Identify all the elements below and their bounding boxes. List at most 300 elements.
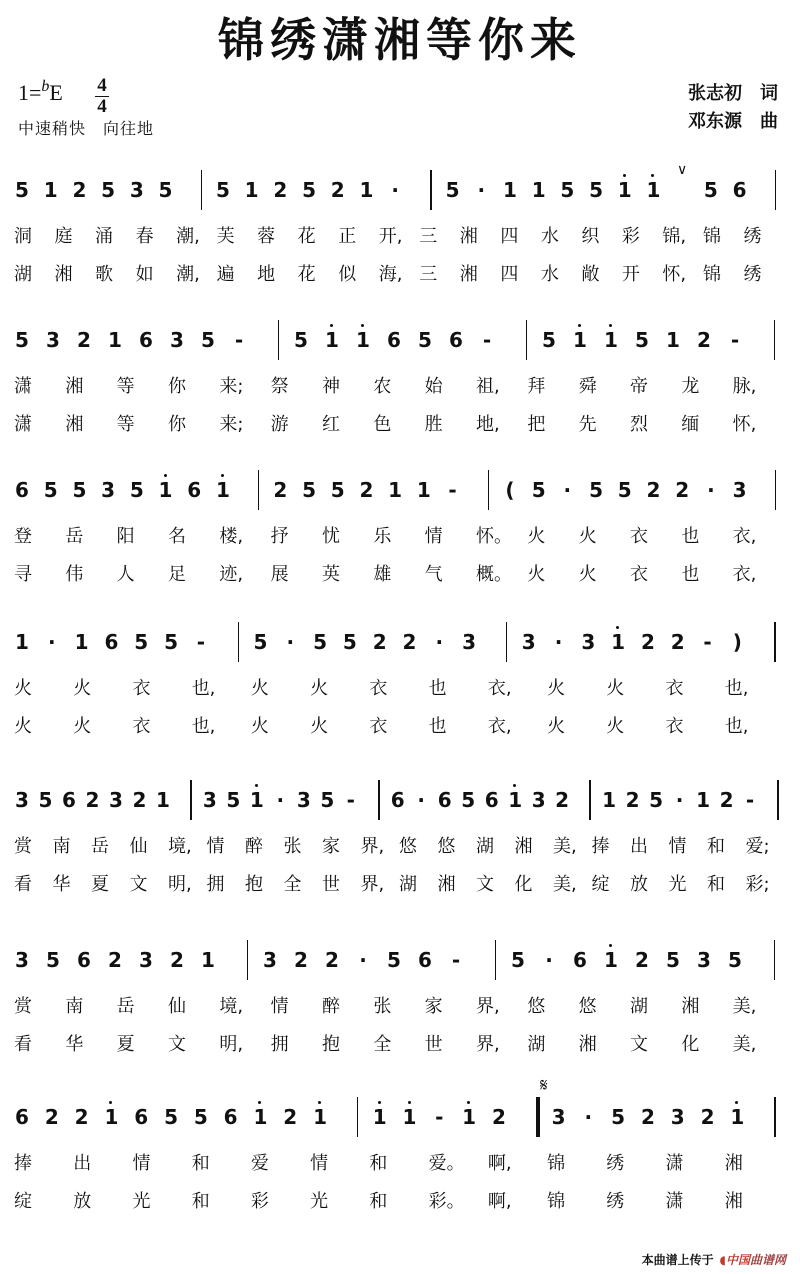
note: 2 <box>491 1105 506 1129</box>
note: 2 <box>555 788 570 812</box>
lyric-syllable: 衣 <box>665 716 684 737</box>
lyric-syllable: 岳 <box>116 996 135 1017</box>
lyric-syllable: 爱 <box>250 1153 269 1174</box>
lyric-syllable: 看 <box>14 1034 32 1055</box>
lyric-syllable: 湘 <box>578 1034 597 1055</box>
note: 5 <box>728 948 742 972</box>
note: 3 <box>170 328 184 352</box>
barline <box>378 780 380 820</box>
note: 1 <box>372 1105 388 1129</box>
lyric-syllable: 湘 <box>459 264 478 285</box>
note: 1 <box>74 630 89 654</box>
lyric-syllable: 衣, <box>487 716 512 737</box>
lyric-syllable: 衣 <box>132 678 151 699</box>
note: 5 <box>164 630 178 654</box>
lyric-syllable: 寻 <box>14 564 32 585</box>
note: 6 <box>62 788 76 812</box>
lyric-syllable: 家 <box>322 836 340 857</box>
lyricist: 张志初 词 <box>688 83 778 104</box>
lyric-syllable: 仙 <box>168 996 186 1017</box>
note: 2 <box>170 948 184 972</box>
lyric-syllable: 火 <box>606 678 625 699</box>
credits <box>688 80 778 136</box>
lyric-syllable: 等 <box>116 414 135 435</box>
lyric-syllable: 绣 <box>743 226 762 247</box>
lyric-syllable: 光 <box>132 1191 151 1212</box>
segno-sign: 𝄋 <box>540 1075 548 1096</box>
barline <box>589 780 591 820</box>
lyric-syllable: 也 <box>681 564 700 585</box>
lyric-syllable: 赏 <box>14 836 32 857</box>
note: 1 <box>355 328 371 352</box>
lyric-syllable: 文 <box>630 1034 648 1055</box>
score-system <box>0 780 800 920</box>
lyric-syllable: 火 <box>578 526 597 547</box>
lyric-syllable: 全 <box>283 874 302 895</box>
lyric-syllable: 名 <box>168 526 186 547</box>
lyric-syllable: 和 <box>369 1191 388 1212</box>
note: 3 <box>263 948 277 972</box>
barline <box>201 170 203 210</box>
note: 5 <box>387 948 401 972</box>
lyric-syllable: 四 <box>500 264 519 285</box>
note: 5 <box>635 328 649 352</box>
lyric-syllable: 湘 <box>65 414 84 435</box>
song-title: 锦绣潇湘等你来 <box>218 13 582 67</box>
note: 6 <box>449 328 463 352</box>
note: 1 <box>201 948 215 972</box>
lyric-syllable: 醉 <box>245 836 263 857</box>
note: 6 <box>484 788 499 812</box>
note: 2 <box>77 328 91 352</box>
note: 1 <box>696 788 710 812</box>
lyric-syllable: 火 <box>250 678 269 699</box>
lyric-syllable: 火 <box>547 716 566 737</box>
note: 5 <box>164 1105 178 1129</box>
lyric-syllable: 色 <box>373 414 392 435</box>
lyric-syllable: 彩。 <box>428 1191 465 1212</box>
note: 5 <box>313 630 328 654</box>
lyric-syllable: 悠 <box>399 836 417 857</box>
lyric-syllable: 地 <box>257 264 276 285</box>
lyric-syllable: 正 <box>338 226 357 247</box>
note: 6 <box>390 788 405 812</box>
lyric-syllable: 也, <box>724 716 749 737</box>
note: 5 <box>445 178 460 202</box>
lyric-syllable: 涌 <box>95 226 114 247</box>
lyric-syllable: 如 <box>135 264 154 285</box>
lyric-syllable: 祖, <box>476 376 500 397</box>
lyric-syllable: 把 <box>527 414 546 435</box>
lyric-syllable: 英 <box>322 564 340 585</box>
note: 3 <box>697 948 711 972</box>
lyric-syllable: 火 <box>14 678 32 699</box>
lyric-syllable: 夏 <box>91 874 109 895</box>
note: 3 <box>581 630 596 654</box>
lyric-syllable: 始 <box>424 376 443 397</box>
note: 1 <box>603 328 619 352</box>
lyric-syllable: 潮, <box>176 264 200 285</box>
note: 5 <box>320 788 335 812</box>
note: ( <box>505 478 515 502</box>
lyric-syllable: 胜 <box>424 414 443 435</box>
notation-line <box>0 622 800 662</box>
note: 3 <box>521 630 536 654</box>
note: 3 <box>108 788 123 812</box>
note: 5 <box>294 328 308 352</box>
note: 5 <box>589 178 604 202</box>
lyric-syllable: 地, <box>476 414 500 435</box>
notation-line <box>0 320 800 360</box>
lyric-syllable: 火 <box>250 716 269 737</box>
note: 5 <box>15 328 29 352</box>
lyric-syllable: 足 <box>168 564 186 585</box>
note: 2 <box>85 788 100 812</box>
lyric-syllable: 潇 <box>14 376 32 397</box>
lyric-syllable: 美, <box>553 874 577 895</box>
lyric-syllable: 庭 <box>54 226 73 247</box>
note: · <box>286 630 295 654</box>
barline <box>278 320 280 360</box>
lyric-syllable: 家 <box>424 996 443 1017</box>
lyric-syllable: 美, <box>553 836 577 857</box>
note: 1 <box>43 178 58 202</box>
logo-part-b: 曲谱网 <box>749 1253 786 1267</box>
note: 1 <box>359 178 374 202</box>
note: 2 <box>44 1105 59 1129</box>
note: 2 <box>697 328 711 352</box>
composer: 邓东源 曲 <box>688 111 778 132</box>
lyric-syllable: 华 <box>52 874 71 895</box>
note: 1 <box>507 788 523 812</box>
note: 5 <box>158 178 173 202</box>
lyric-syllable: 岳 <box>65 526 84 547</box>
note: 1 <box>15 630 29 654</box>
lyric-syllable: 赏 <box>14 996 32 1017</box>
lyric-syllable: 爱; <box>745 836 770 857</box>
lyric-syllable: 锦 <box>547 1191 566 1212</box>
logo-part-a: 中国 <box>725 1253 750 1267</box>
notation-line <box>0 162 800 210</box>
lyric-syllable: 也, <box>191 678 216 699</box>
note: 5 <box>302 178 316 202</box>
flat-symbol: b <box>41 78 50 95</box>
note: 1 <box>461 1105 477 1129</box>
barline <box>775 470 777 510</box>
note: 5 <box>649 788 664 812</box>
lyric-syllable: 情 <box>424 526 443 547</box>
note: 2 <box>402 630 417 654</box>
lyric-syllable: 明, <box>219 1034 244 1055</box>
lyric-syllable: 衣 <box>132 716 151 737</box>
lyric-syllable: 忧 <box>322 526 340 547</box>
note: 6 <box>573 948 587 972</box>
lyric-syllable: 概。 <box>476 564 512 585</box>
barline <box>190 780 192 820</box>
tempo-marking: 中速稍快 向往地 <box>18 119 155 138</box>
barline <box>430 170 432 210</box>
note: 1 <box>531 178 546 202</box>
note: 2 <box>640 1105 655 1129</box>
lyric-syllable: 衣, <box>487 678 512 699</box>
note: 1 <box>249 788 265 812</box>
note: 6 <box>15 478 29 502</box>
lyric-syllable: 锦 <box>547 1153 566 1174</box>
barline <box>777 780 779 820</box>
note: 5 <box>511 948 525 972</box>
lyric-syllable: 锦, <box>662 226 687 247</box>
note: - <box>435 1105 444 1129</box>
note: 2 <box>359 478 374 502</box>
time-bottom: 4 <box>97 96 107 117</box>
lyric-syllable: 和 <box>191 1191 210 1212</box>
lyric-syllable: 化 <box>514 874 533 895</box>
notation-line <box>0 940 800 980</box>
lyric-syllable: 展 <box>270 564 289 585</box>
lyric-syllable: 迹, <box>219 564 244 585</box>
note: 2 <box>640 630 655 654</box>
note: 5 <box>703 178 718 202</box>
lyric-syllable: 衣 <box>665 678 684 699</box>
key-prefix: 1= <box>18 80 42 105</box>
notation-line <box>0 1097 800 1137</box>
note: 1 <box>402 1105 418 1129</box>
note: 5 <box>253 630 268 654</box>
note: 6 <box>437 788 452 812</box>
lyric-syllable: 海, <box>378 264 403 285</box>
lyric-syllable: 界, <box>360 836 385 857</box>
lyric-syllable: 放 <box>630 874 648 895</box>
lyric-syllable: 绽 <box>14 1191 32 1212</box>
note: 5 <box>589 478 604 502</box>
note: 2 <box>330 178 345 202</box>
note: 3 <box>670 1105 685 1129</box>
lyric-syllable: 绽 <box>591 874 610 895</box>
lyric-syllable: 抒 <box>270 526 289 547</box>
lyric-syllable: 情 <box>206 836 225 857</box>
note: 5 <box>342 630 357 654</box>
lyric-syllable: 界, <box>476 996 500 1017</box>
lyric-syllable: 境, <box>219 996 244 1017</box>
note: 6 <box>418 948 432 972</box>
lyric-syllable: 界, <box>476 1034 500 1055</box>
note: 5 <box>542 328 556 352</box>
lyric-syllable: 湘 <box>65 376 84 397</box>
note: 2 <box>74 1105 89 1129</box>
note: 1 <box>312 1105 328 1129</box>
note: - <box>451 948 461 972</box>
lyric-syllable: 文 <box>129 874 148 895</box>
note: 1 <box>155 788 170 812</box>
note: 1 <box>252 1105 268 1129</box>
lyric-syllable: 悠 <box>437 836 456 857</box>
lyric-syllable: 怀。 <box>476 526 512 547</box>
lyric-syllable: 和 <box>191 1153 210 1174</box>
lyric-syllable: 衣 <box>630 564 648 585</box>
footer-credit <box>642 1251 786 1268</box>
lyric-syllable: 神 <box>322 376 340 397</box>
lyric-syllable: 彩 <box>621 226 640 247</box>
note: - <box>448 478 457 502</box>
note: 1 <box>645 178 661 202</box>
note: 5 <box>461 788 476 812</box>
lyric-syllable: 开 <box>621 264 640 285</box>
note: 3 <box>139 948 153 972</box>
lyric-syllable: 化 <box>681 1034 700 1055</box>
lyric-syllable: 三 <box>419 226 438 247</box>
notation-line <box>0 470 800 510</box>
lyric-syllable: 火 <box>73 716 92 737</box>
lyric-syllable: 敞 <box>581 264 600 285</box>
barline <box>247 940 249 980</box>
score-system <box>0 470 800 610</box>
lyric-syllable: 潮, <box>176 226 200 247</box>
lyric-syllable: 开, <box>378 226 403 247</box>
note: · <box>276 788 285 812</box>
lyric-syllable: 湘 <box>681 996 700 1017</box>
note: 1 <box>388 478 403 502</box>
lyric-syllable: 花 <box>297 264 316 285</box>
note: 1 <box>729 1105 745 1129</box>
lyric-syllable: 火 <box>527 526 546 547</box>
lyric-syllable: 境, <box>168 836 192 857</box>
lyric-syllable: 阳 <box>116 526 135 547</box>
note: 6 <box>387 328 401 352</box>
lyric-syllable: 南 <box>52 836 71 857</box>
note: 2 <box>108 948 122 972</box>
note: 2 <box>670 630 685 654</box>
lyric-syllable: 春 <box>135 226 154 247</box>
note: 5 <box>560 178 575 202</box>
lyric-syllable: 火 <box>578 564 597 585</box>
note: 2 <box>635 948 649 972</box>
note: 5 <box>617 478 632 502</box>
lyric-syllable: 先 <box>578 414 597 435</box>
note: 1 <box>103 1105 119 1129</box>
note: 6 <box>732 178 747 202</box>
lyric-syllable: 水 <box>540 226 559 247</box>
lyric-syllable: 怀, <box>662 264 687 285</box>
note: 5 <box>101 178 116 202</box>
lyric-syllable: 你 <box>168 414 186 435</box>
note: 2 <box>294 948 308 972</box>
note: 5 <box>129 478 144 502</box>
lyric-syllable: 也, <box>724 678 749 699</box>
lyric-syllable: 登 <box>14 526 32 547</box>
score-system <box>0 162 800 310</box>
note: · <box>47 630 56 654</box>
key-note: E <box>49 80 63 105</box>
lyric-syllable: 文 <box>168 1034 186 1055</box>
lyric-syllable: 衣 <box>630 526 648 547</box>
time-signature <box>95 76 109 117</box>
lyric-syllable: 世 <box>424 1034 443 1055</box>
note: ) <box>732 630 742 654</box>
barline <box>488 470 490 510</box>
note: · <box>417 788 426 812</box>
score-system <box>0 320 800 460</box>
lyric-syllable: 光 <box>310 1191 329 1212</box>
lyric-syllable: 游 <box>270 414 289 435</box>
note: 2 <box>132 788 147 812</box>
note: 5 <box>72 478 87 502</box>
note: 1 <box>108 328 122 352</box>
note: - <box>482 328 492 352</box>
lyric-syllable: 来; <box>219 376 244 397</box>
lyric-syllable: 啊, <box>487 1191 512 1212</box>
lyric-syllable: 拥 <box>206 874 225 895</box>
lyric-syllable: 气 <box>424 564 443 585</box>
barline <box>238 622 240 662</box>
lyric-syllable: 火 <box>310 678 329 699</box>
note: · <box>435 630 444 654</box>
lyric-syllable: 抱 <box>322 1034 340 1055</box>
lyric-syllable: 湘 <box>54 264 73 285</box>
note: 3 <box>101 478 116 502</box>
lyric-syllable: 祭 <box>270 376 289 397</box>
lyric-syllable: 伟 <box>65 564 84 585</box>
note: · <box>707 478 715 502</box>
note: 1 <box>610 630 626 654</box>
lyric-syllable: 来; <box>219 414 244 435</box>
note: - <box>196 630 205 654</box>
lyric-syllable: 湖 <box>476 836 494 857</box>
lyric-syllable: 织 <box>581 226 600 247</box>
note: 2 <box>273 478 288 502</box>
lyric-syllable: 芙 <box>216 226 235 247</box>
lyric-syllable: 三 <box>419 264 438 285</box>
lyric-syllable: 脉, <box>732 376 757 397</box>
barline <box>774 940 776 980</box>
note: 2 <box>372 630 387 654</box>
site-logo: ◖中国曲谱网 <box>719 1253 786 1267</box>
note: 6 <box>104 630 119 654</box>
lyric-syllable: 世 <box>322 874 340 895</box>
barline <box>495 940 497 980</box>
note: 5 <box>134 630 149 654</box>
lyric-syllable: 绣 <box>606 1153 625 1174</box>
note: · <box>477 178 486 202</box>
note: · <box>391 178 399 202</box>
lyric-syllable: 湖 <box>14 264 32 285</box>
note: 5 <box>43 478 58 502</box>
note: 3 <box>732 478 747 502</box>
breath-mark: ∨ <box>677 162 688 178</box>
note: 5 <box>215 178 230 202</box>
note: · <box>359 948 367 972</box>
lyric-syllable: 湖 <box>527 1034 546 1055</box>
note: 5 <box>418 328 432 352</box>
lyric-syllable: 龙 <box>681 376 700 397</box>
note: - <box>703 630 712 654</box>
note: 3 <box>129 178 144 202</box>
lyric-syllable: 衣, <box>732 564 757 585</box>
lyric-syllable: 岳 <box>91 836 109 857</box>
lyric-syllable: 花 <box>297 226 316 247</box>
barline <box>775 170 777 210</box>
lyric-syllable: 情 <box>668 836 687 857</box>
lyric-syllable: 湖 <box>630 996 648 1017</box>
lyric-syllable: 捧 <box>14 1153 32 1174</box>
note: 3 <box>15 948 29 972</box>
lyric-syllable: 情 <box>310 1153 329 1174</box>
lyric-syllable: 啊, <box>487 1153 512 1174</box>
note: · <box>554 630 563 654</box>
lyric-syllable: 拥 <box>270 1034 289 1055</box>
lyric-syllable: 红 <box>322 414 340 435</box>
lyric-syllable: 水 <box>540 264 559 285</box>
note: 5 <box>201 328 215 352</box>
